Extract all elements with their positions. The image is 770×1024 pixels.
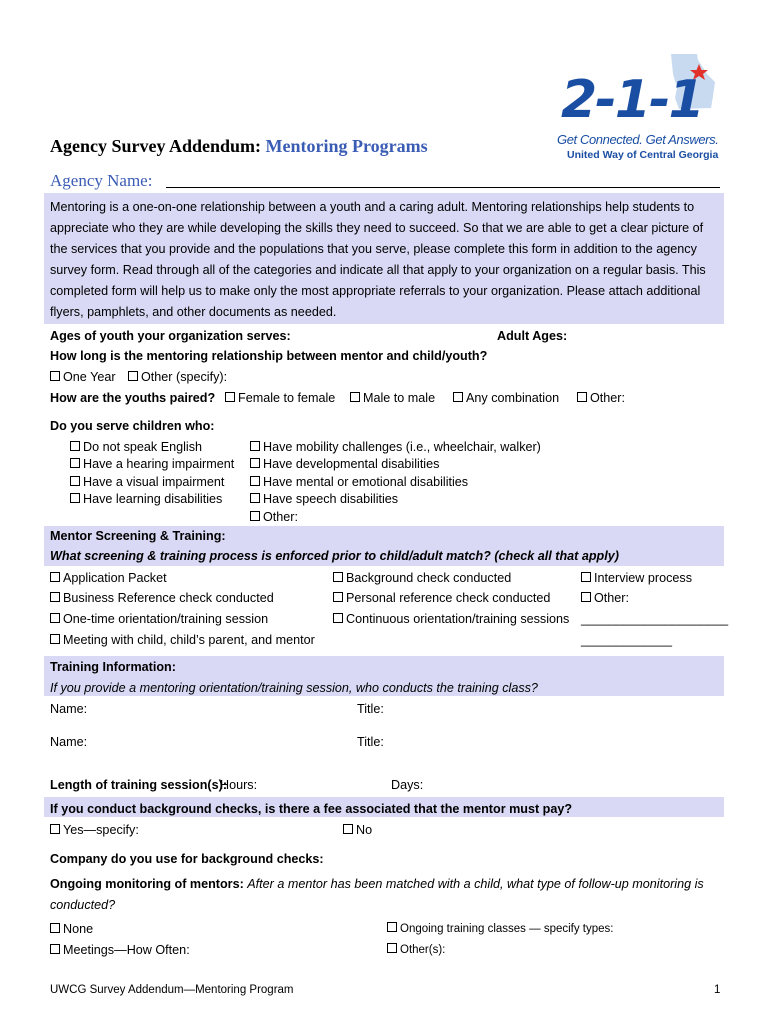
screening-option[interactable]: Application Packet: [50, 570, 167, 586]
trainer-name-label: Name:: [50, 702, 88, 716]
trainer-title-label: Title:: [357, 702, 384, 716]
logo-org: United Way of Central Georgia: [567, 149, 719, 161]
screening-question: What screening & training process is enforced prior to child/adult match? (check all that apply): [50, 549, 619, 563]
children-left-option[interactable]: Do not speak English: [70, 439, 202, 455]
monitoring-line1: [50, 876, 704, 892]
background-company-label: Company do you use for background checks:: [50, 852, 324, 866]
background-fee-no[interactable]: No: [343, 822, 372, 838]
session-days-label: Days:: [391, 778, 424, 792]
children-right-option[interactable]: Other:: [250, 509, 298, 525]
monitoring-meetings[interactable]: Meetings—How Often:: [50, 942, 190, 958]
monitoring-others[interactable]: Other(s):: [387, 942, 445, 958]
duration-question: How long is the mentoring relationship between mentor and child/youth?: [50, 349, 488, 363]
pairing-question: How are the youths paired?: [50, 391, 216, 405]
children-right-option[interactable]: Have speech disabilities: [250, 491, 398, 507]
title-topic: Mentoring Programs: [265, 136, 428, 156]
agency-name-field[interactable]: [166, 187, 720, 188]
background-fee-yes[interactable]: Yes—specify:: [50, 822, 139, 838]
agency-name-label: Agency Name:: [50, 171, 153, 190]
logo: [555, 52, 725, 167]
pairing-female[interactable]: Female to female: [225, 390, 335, 406]
pairing-other[interactable]: Other:: [577, 390, 625, 406]
screening-option[interactable]: Other:: [581, 590, 629, 606]
children-right-option[interactable]: Have developmental disabilities: [250, 456, 439, 472]
children-question: Do you serve children who:: [50, 419, 215, 433]
logo-number: 2-1-1: [561, 70, 703, 130]
screening-option[interactable]: Meeting with child, child’s parent, and mentor: [50, 632, 315, 648]
adult-ages-label: Adult Ages:: [497, 329, 568, 343]
monitoring-classes[interactable]: Ongoing training classes — specify types:: [387, 921, 614, 937]
screening-option[interactable]: Background check conducted: [333, 570, 511, 586]
duration-other[interactable]: Other (specify):: [128, 369, 227, 385]
title-main: Agency Survey Addendum:: [50, 136, 262, 156]
monitoring-none[interactable]: None: [50, 921, 93, 937]
intro-text: Mentoring is a one-on-one relationship between a youth and a caring adult. Mentoring relationships help students to appreciate who they are while developing the skills they need to succeed. So that we are able to get a clear picture of the services that you provide and the populations that you serve, please complete this form in addition to the agency survey form. Read through all of the categories and indicate all that apply to your organization on a regular basis. This completed form will help us to make only the most appropriate referrals to your organization. Please attach additional flyers, pamphlets, and other documents as needed.: [50, 200, 706, 319]
logo-tagline: Get Connected. Get Answers.: [557, 132, 719, 147]
footer-title: UWCG Survey Addendum—Mentoring Program: [50, 984, 294, 996]
screening-heading: Mentor Screening & Training:: [50, 529, 226, 543]
page-number: 1: [714, 984, 721, 996]
monitoring-question: After a mentor has been matched with a child, what type of follow-up monitoring is: [247, 877, 704, 891]
screening-other-blank[interactable]: _____________________: [581, 612, 729, 626]
children-left-option[interactable]: Have a hearing impairment: [70, 456, 234, 472]
trainer-name-label: Name:: [50, 735, 88, 749]
screening-option[interactable]: Personal reference check conducted: [333, 590, 550, 606]
session-hours-label: Hours:: [220, 778, 258, 792]
screening-option[interactable]: Interview process: [581, 570, 692, 586]
children-right-option[interactable]: Have mental or emotional disabilities: [250, 474, 468, 490]
pairing-male[interactable]: Male to male: [350, 390, 435, 406]
trainer-title-label: Title:: [357, 735, 384, 749]
page-title: [50, 136, 428, 157]
children-left-option[interactable]: Have a visual impairment: [70, 474, 224, 490]
screening-option[interactable]: One-time orientation/training session: [50, 611, 268, 627]
screening-option[interactable]: Business Reference check conducted: [50, 590, 274, 606]
pairing-any[interactable]: Any combination: [453, 390, 559, 406]
youth-ages-label: Ages of youth your organization serves:: [50, 329, 291, 343]
children-right-option[interactable]: Have mobility challenges (i.e., wheelchair, walker): [250, 439, 541, 455]
background-fee-question: If you conduct background checks, is there a fee associated that the mentor must pay?: [50, 802, 573, 816]
training-question: If you provide a mentoring orientation/training session, who conducts the training class?: [50, 681, 538, 695]
duration-one-year[interactable]: One Year: [50, 369, 116, 385]
training-heading: Training Information:: [50, 660, 176, 674]
monitoring-question-cont: conducted?: [50, 898, 116, 912]
children-left-option[interactable]: Have learning disabilities: [70, 491, 222, 507]
screening-other-blank[interactable]: _____________: [581, 633, 673, 647]
monitoring-label: Ongoing monitoring of mentors:: [50, 877, 244, 891]
screening-option[interactable]: Continuous orientation/training sessions: [333, 611, 569, 627]
session-length-label: Length of training session(s):: [50, 778, 228, 792]
